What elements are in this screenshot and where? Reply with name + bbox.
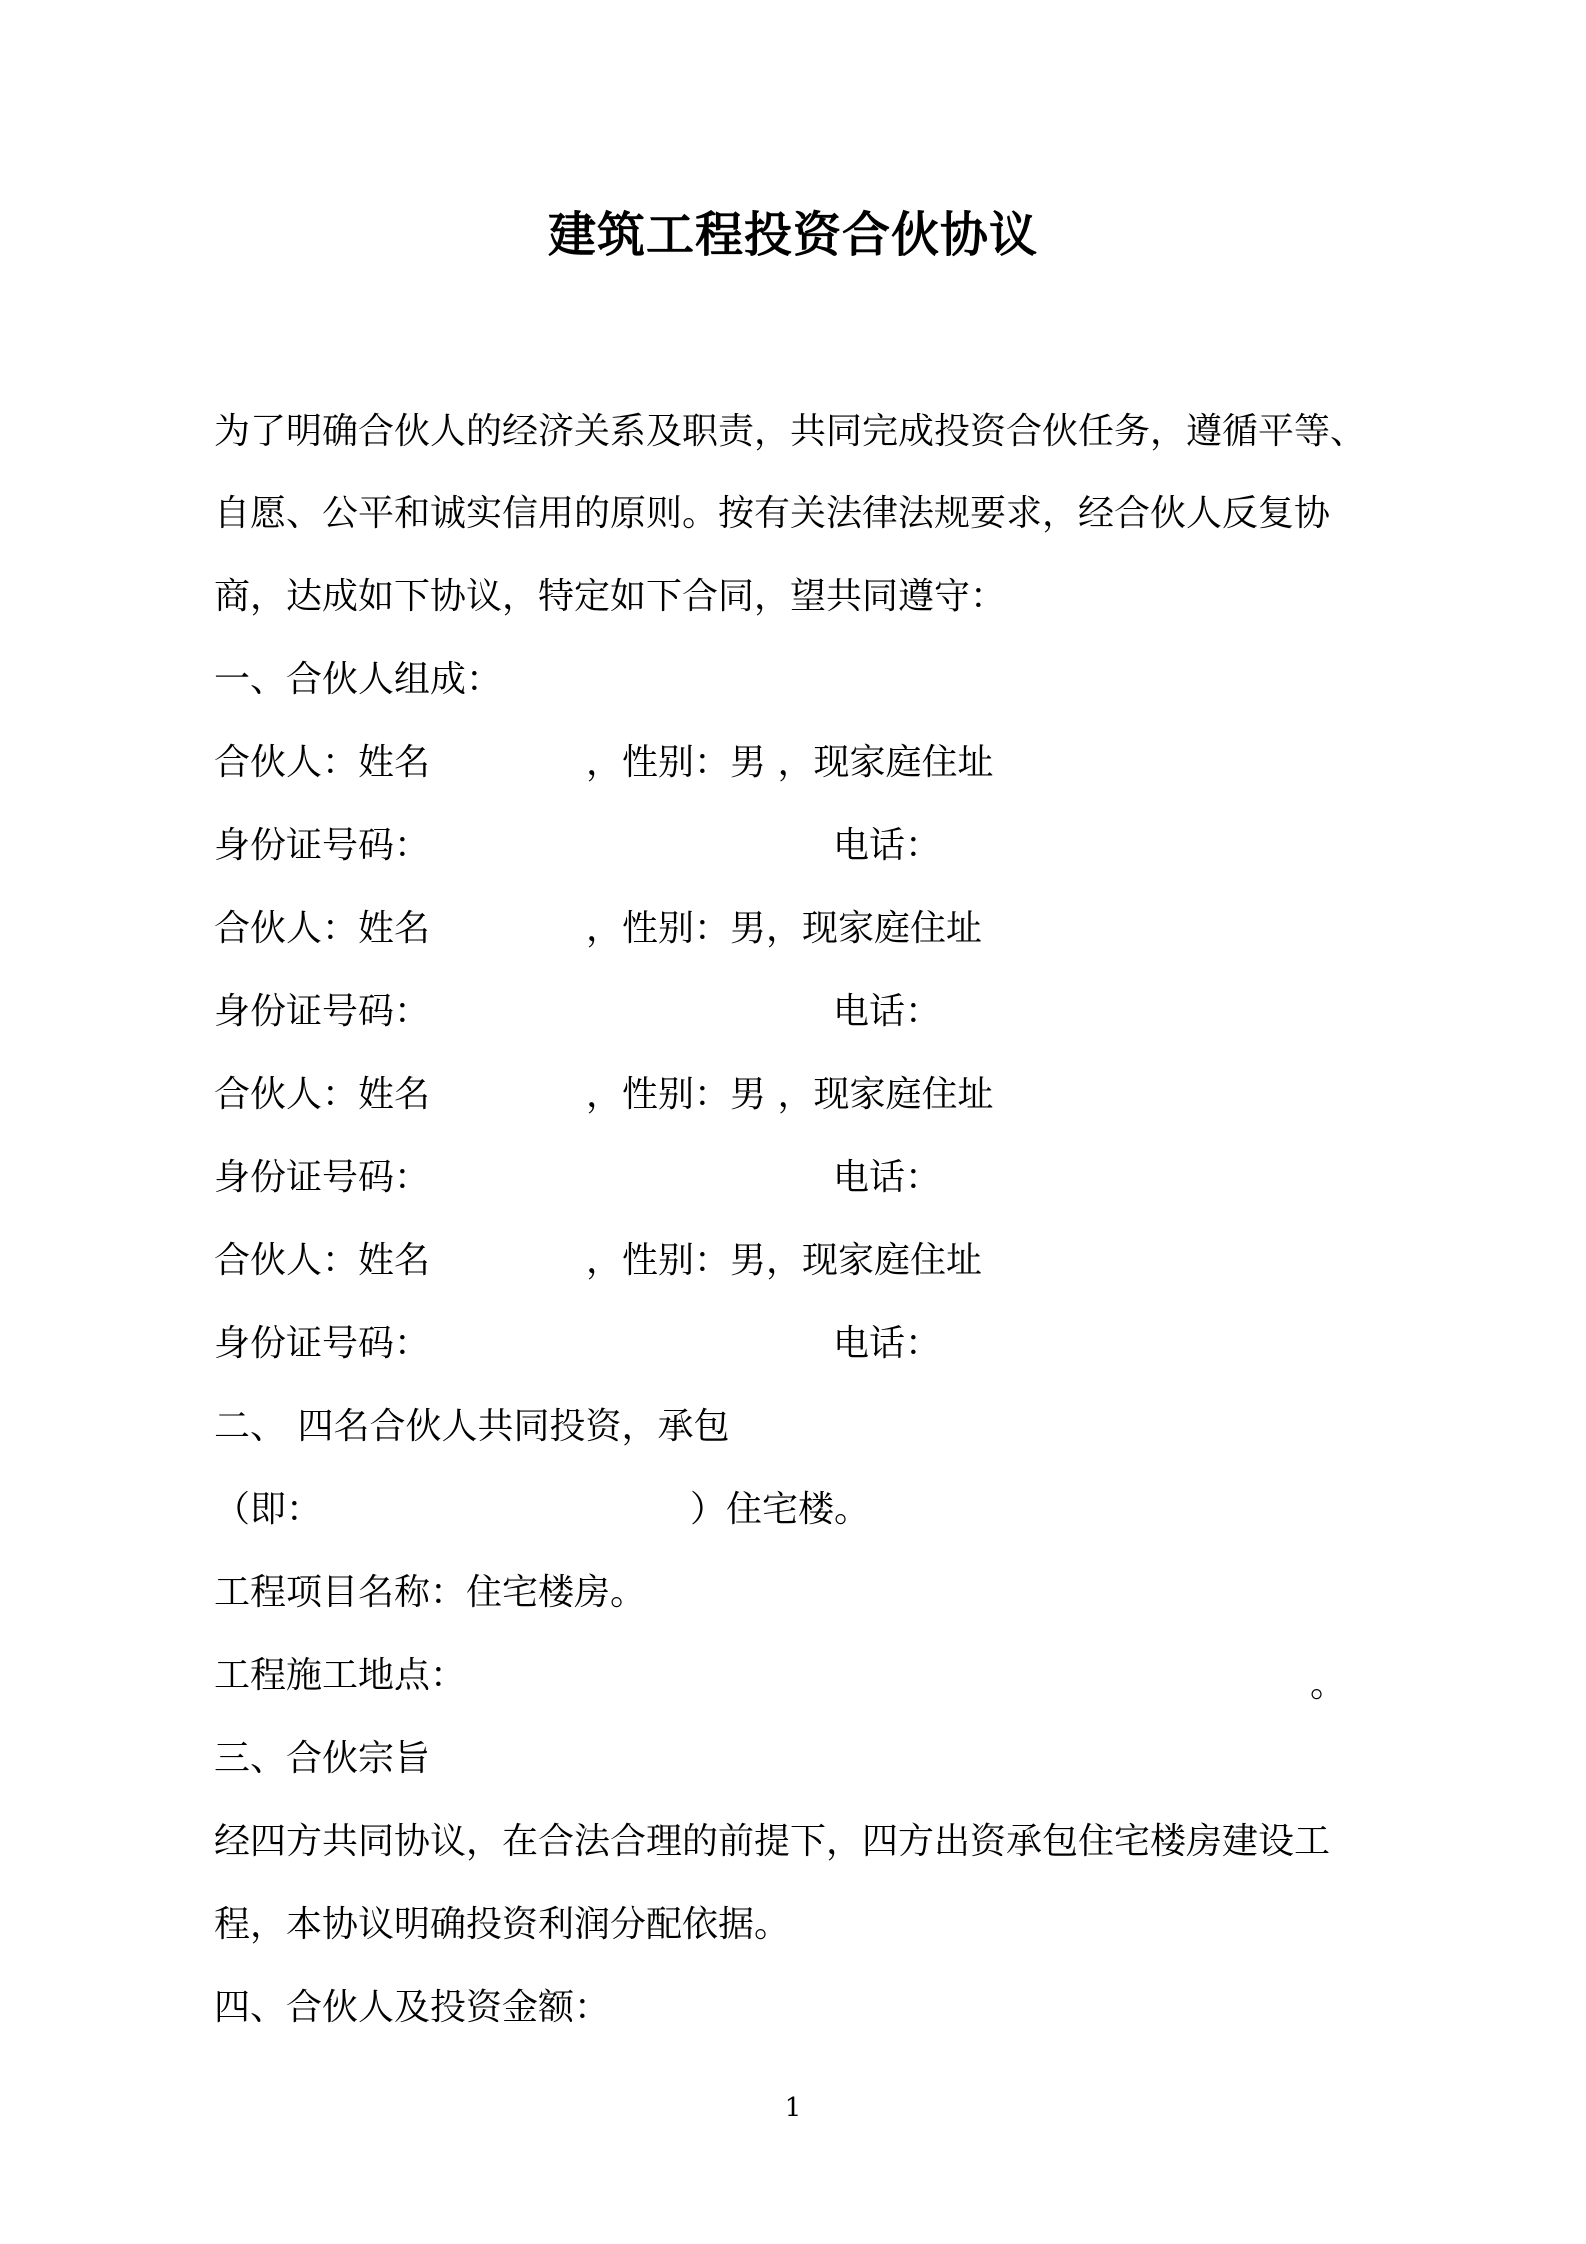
section-4-heading: 四、合伙人及投资金额： — [214, 1987, 611, 2028]
partner-1-gender-address-label: ，性别：男 ，现家庭住址 — [586, 742, 994, 783]
partner-1-phone-label: 电话： — [833, 825, 942, 866]
project-name: 工程项目名称：住宅楼房。 — [214, 1572, 647, 1613]
partner-2-gender-address-label: ，性别：男，现家庭住址 — [586, 908, 983, 949]
intro-line-1: 为了明确合伙人的经济关系及职责，共同完成投资合伙任务，遵循平等、 — [214, 411, 1367, 452]
partner-4-name-label: 合伙人：姓名 — [214, 1240, 431, 1281]
partner-4-gender-address-label: ，性别：男，现家庭住址 — [586, 1240, 983, 1281]
partner-3-name-label: 合伙人：姓名 — [214, 1074, 431, 1115]
partner-4-phone-label: 电话： — [833, 1323, 942, 1364]
section-2-bracket-open: （即： — [214, 1489, 323, 1530]
partner-2-id-label: 身份证号码： — [214, 991, 431, 1032]
partner-3-gender-address-label: ，性别：男 ，现家庭住址 — [586, 1074, 994, 1115]
project-location-end: 。 — [1310, 1664, 1347, 1705]
partner-3-phone-label: 电话： — [833, 1157, 942, 1198]
page-number: 1 — [784, 2093, 802, 2123]
project-location-label: 工程施工地点： — [214, 1655, 467, 1696]
section-3-text-line-1: 经四方共同协议，在合法合理的前提下，四方出资承包住宅楼房建设工 — [214, 1821, 1331, 1862]
partner-3-id-label: 身份证号码： — [214, 1157, 431, 1198]
section-3-text-line-2: 程，本协议明确投资利润分配依据。 — [214, 1904, 791, 1945]
partner-4-id-label: 身份证号码： — [214, 1323, 431, 1364]
partner-2-name-label: 合伙人：姓名 — [214, 908, 431, 949]
intro-line-3: 商，达成如下协议，特定如下合同，望共同遵守： — [214, 576, 1007, 617]
partner-2-phone-label: 电话： — [833, 991, 942, 1032]
section-2-heading: 二、 四名合伙人共同投资，承包 — [214, 1406, 730, 1447]
document-title: 建筑工程投资合伙协议 — [547, 207, 1038, 263]
partner-1-name-label: 合伙人：姓名 — [214, 742, 431, 783]
intro-line-2: 自愿、公平和诚实信用的原则。按有关法律法规要求，经合伙人反复协 — [214, 493, 1331, 534]
section-1-heading: 一、合伙人组成： — [214, 659, 503, 700]
partner-1-id-label: 身份证号码： — [214, 825, 431, 866]
section-3-heading: 三、合伙宗旨 — [214, 1738, 431, 1779]
section-2-bracket-close: ）住宅楼。 — [690, 1489, 871, 1530]
